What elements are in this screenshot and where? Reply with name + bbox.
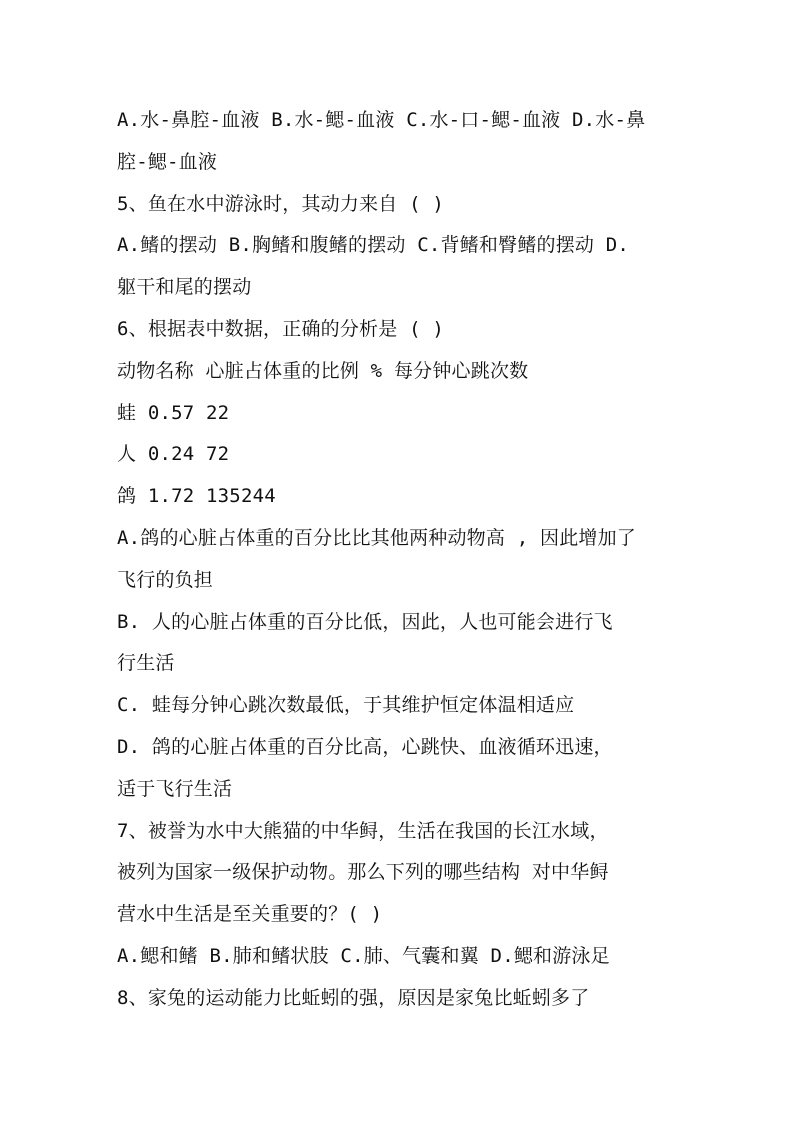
text-line-q6-table-row-frog: 蛙 0.57 22 [117, 401, 230, 424]
text-line-q6-stem: 6、根据表中数据，正确的分析是 ( ) [117, 317, 444, 340]
text-line-q6-option-b-cont: 行生活 [117, 652, 175, 675]
text-line-q6-table-header: 动物名称 心脏占体重的比例 % 每分钟心跳次数 [117, 359, 529, 382]
text-line-q6-option-a: A.鸽的心脏占体重的百分比比其他两种动物高 , 因此增加了 [117, 526, 636, 549]
text-line-q8-stem: 8、家兔的运动能力比蚯蚓的强，原因是家兔比蚯蚓多了 [117, 986, 590, 1009]
text-line-q4-options-cont: 腔-鳃-血液 [117, 150, 218, 173]
text-line-q6-table-row-human: 人 0.24 72 [117, 443, 230, 466]
text-line-q6-option-d-cont: 适于飞行生活 [117, 777, 233, 800]
document-page [117, 100, 677, 1020]
text-line-q5-stem: 5、鱼在水中游泳时，其动力来自 ( ) [117, 192, 444, 215]
text-line-q7-stem-cont: 被列为国家一级保护动物。那么下列的哪些结构 对中华鲟 [117, 861, 609, 884]
text-line-q6-option-c: C. 蛙每分钟心跳次数最低，于其维护恒定体温相适应 [117, 694, 575, 717]
text-line-q7-options: A.鳃和鳍 B.肺和鳍状肢 C.肺、气囊和翼 D.鳃和游泳足 [117, 944, 610, 967]
text-line-q4-options: A.水-鼻腔-血液 B.水-鳃-血液 C.水-口-鳃-血液 D.水-鼻 [117, 109, 646, 131]
text-line-q6-option-d: D. 鸽的心脏占体重的百分比高，心跳快、血液循环迅速， [117, 735, 613, 758]
text-line-q7-stem: 7、被誉为水中大熊猫的中华鲟，生活在我国的长江水域， [117, 819, 609, 842]
text-line-q5-options-cont: 躯干和尾的摆动 [117, 276, 252, 299]
text-line-q6-table-row-pigeon: 鸽 1.72 135244 [117, 485, 276, 508]
text-line-q7-stem-end: 营水中生活是至关重要的？( ) [117, 903, 383, 926]
text-line-q6-option-b: B. 人的心脏占体重的百分比低，因此，人也可能会进行飞 [117, 610, 613, 633]
text-line-q5-options: A.鳍的摆动 B.胸鳍和腹鳍的摆动 C.背鳍和臀鳍的摆动 D. [117, 234, 630, 257]
text-line-q6-option-a-cont: 飞行的负担 [117, 568, 214, 591]
